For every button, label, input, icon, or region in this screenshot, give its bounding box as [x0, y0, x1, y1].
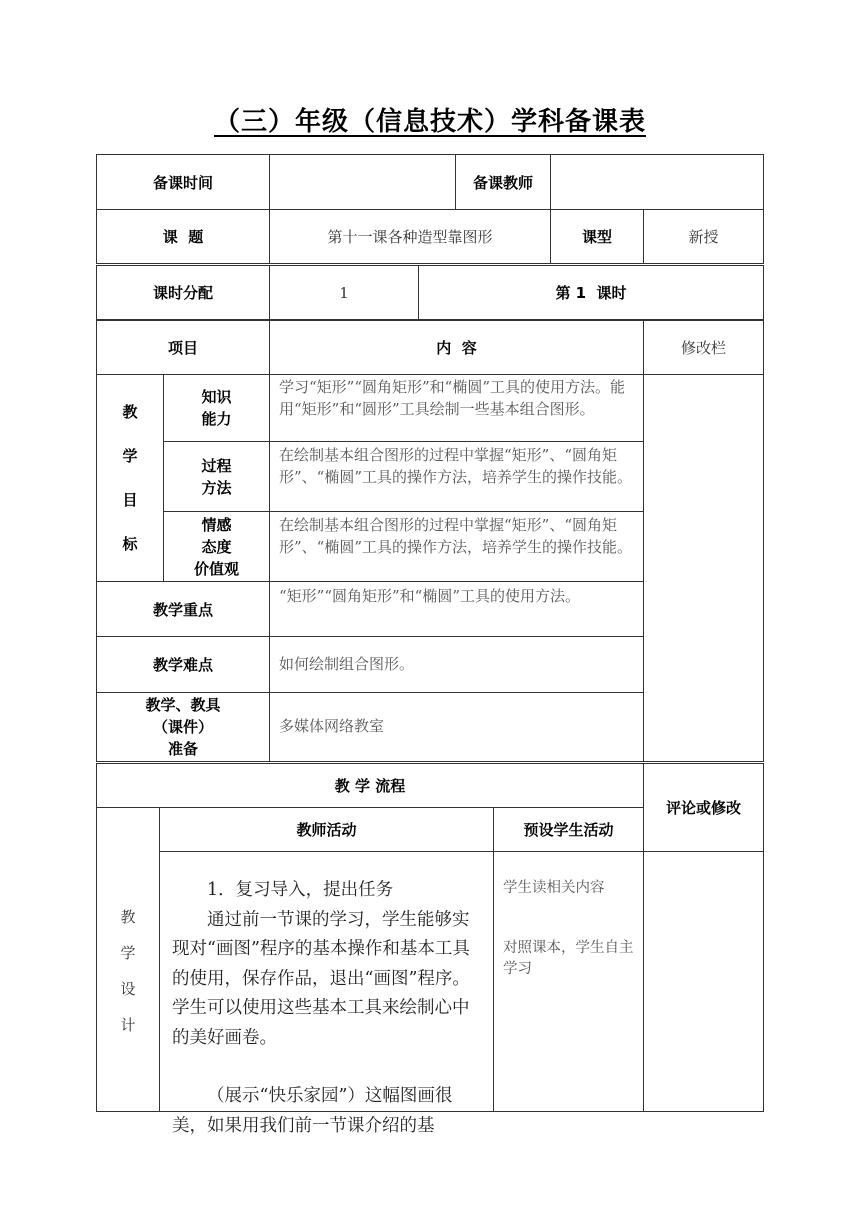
- content-header: 内 容: [269, 320, 644, 375]
- student-activity-item: 学生读相关内容: [503, 880, 605, 896]
- student-activity-item: 对照课本，学生自主学习: [503, 939, 634, 977]
- tools-text: 多媒体网络教室: [269, 692, 644, 762]
- comment-header: 评论或修改: [643, 763, 764, 852]
- step-paragraph: 通过前一节课的学习，学生能够实现对“画图”程序的基本操作和基本工具的使用，保存作品，退出“画图”程序。学生可以使用这些基本工具来绘制心中的美好画卷。: [172, 909, 470, 1048]
- key-point-label: 教学重点: [96, 581, 270, 637]
- period-label: 第 1 课时: [418, 265, 764, 320]
- knowledge-label: 知识 能力: [163, 374, 270, 442]
- emotion-label: 情感 态度 价值观: [163, 511, 270, 582]
- student-activity-header: 预设学生活动: [493, 807, 644, 852]
- prep-time-value: [269, 154, 456, 210]
- lesson-type-label: 课型: [550, 209, 644, 264]
- revise-column: [643, 374, 764, 762]
- design-side-label: 教 学 设 计: [96, 807, 160, 1112]
- prep-time-label: 备课时间: [96, 154, 270, 210]
- difficulty-label: 教学难点: [96, 636, 270, 693]
- objectives-label: 教 学 目 标: [96, 374, 164, 582]
- prep-teacher-value: [550, 154, 764, 210]
- comment-column: [643, 851, 764, 1112]
- teacher-activity-body: [159, 851, 494, 1136]
- key-point-text: “矩形”“圆角矩形”和“椭圆”工具的使用方法。: [269, 581, 644, 637]
- revise-header: 修改栏: [643, 320, 764, 375]
- hours-value: 1: [269, 265, 419, 320]
- lesson-type-value: 新授: [643, 209, 764, 264]
- topic-value: 第十一课各种造型靠图形: [269, 209, 551, 264]
- tools-label: 教学、教具 （课件） 准备: [96, 692, 270, 762]
- process-text: 在绘制基本组合图形的过程中掌握“矩形”、“圆角矩形”、“椭圆”工具的操作方法，培养学生的操作技能。: [269, 441, 644, 512]
- item-header: 项目: [96, 320, 270, 375]
- topic-label: 课 题: [96, 209, 270, 264]
- step-paragraph: （展示“快乐家园”）这幅图画很美，如果用我们前一节课介绍的基: [172, 1086, 453, 1136]
- hours-label: 课时分配: [96, 265, 270, 320]
- student-activity-body: [493, 851, 644, 1112]
- flow-header: 教 学 流程: [96, 763, 644, 808]
- prep-teacher-label: 备课教师: [455, 154, 551, 210]
- knowledge-text: 学习“矩形”“圆角矩形”和“椭圆”工具的使用方法。能用“矩形”和“圆形”工具绘制一些基本组合图形。: [269, 374, 644, 442]
- process-label: 过程 方法: [163, 441, 270, 512]
- emotion-text: 在绘制基本组合图形的过程中掌握“矩形”、“圆角矩形”、“椭圆”工具的操作方法，培养学生的操作技能。: [269, 511, 644, 582]
- step-heading: 1．复习导入，提出任务: [207, 880, 394, 900]
- page-title: （三）年级（信息技术）学科备课表: [213, 107, 646, 137]
- difficulty-text: 如何绘制组合图形。: [269, 636, 644, 693]
- teacher-activity-header: 教师活动: [159, 807, 494, 852]
